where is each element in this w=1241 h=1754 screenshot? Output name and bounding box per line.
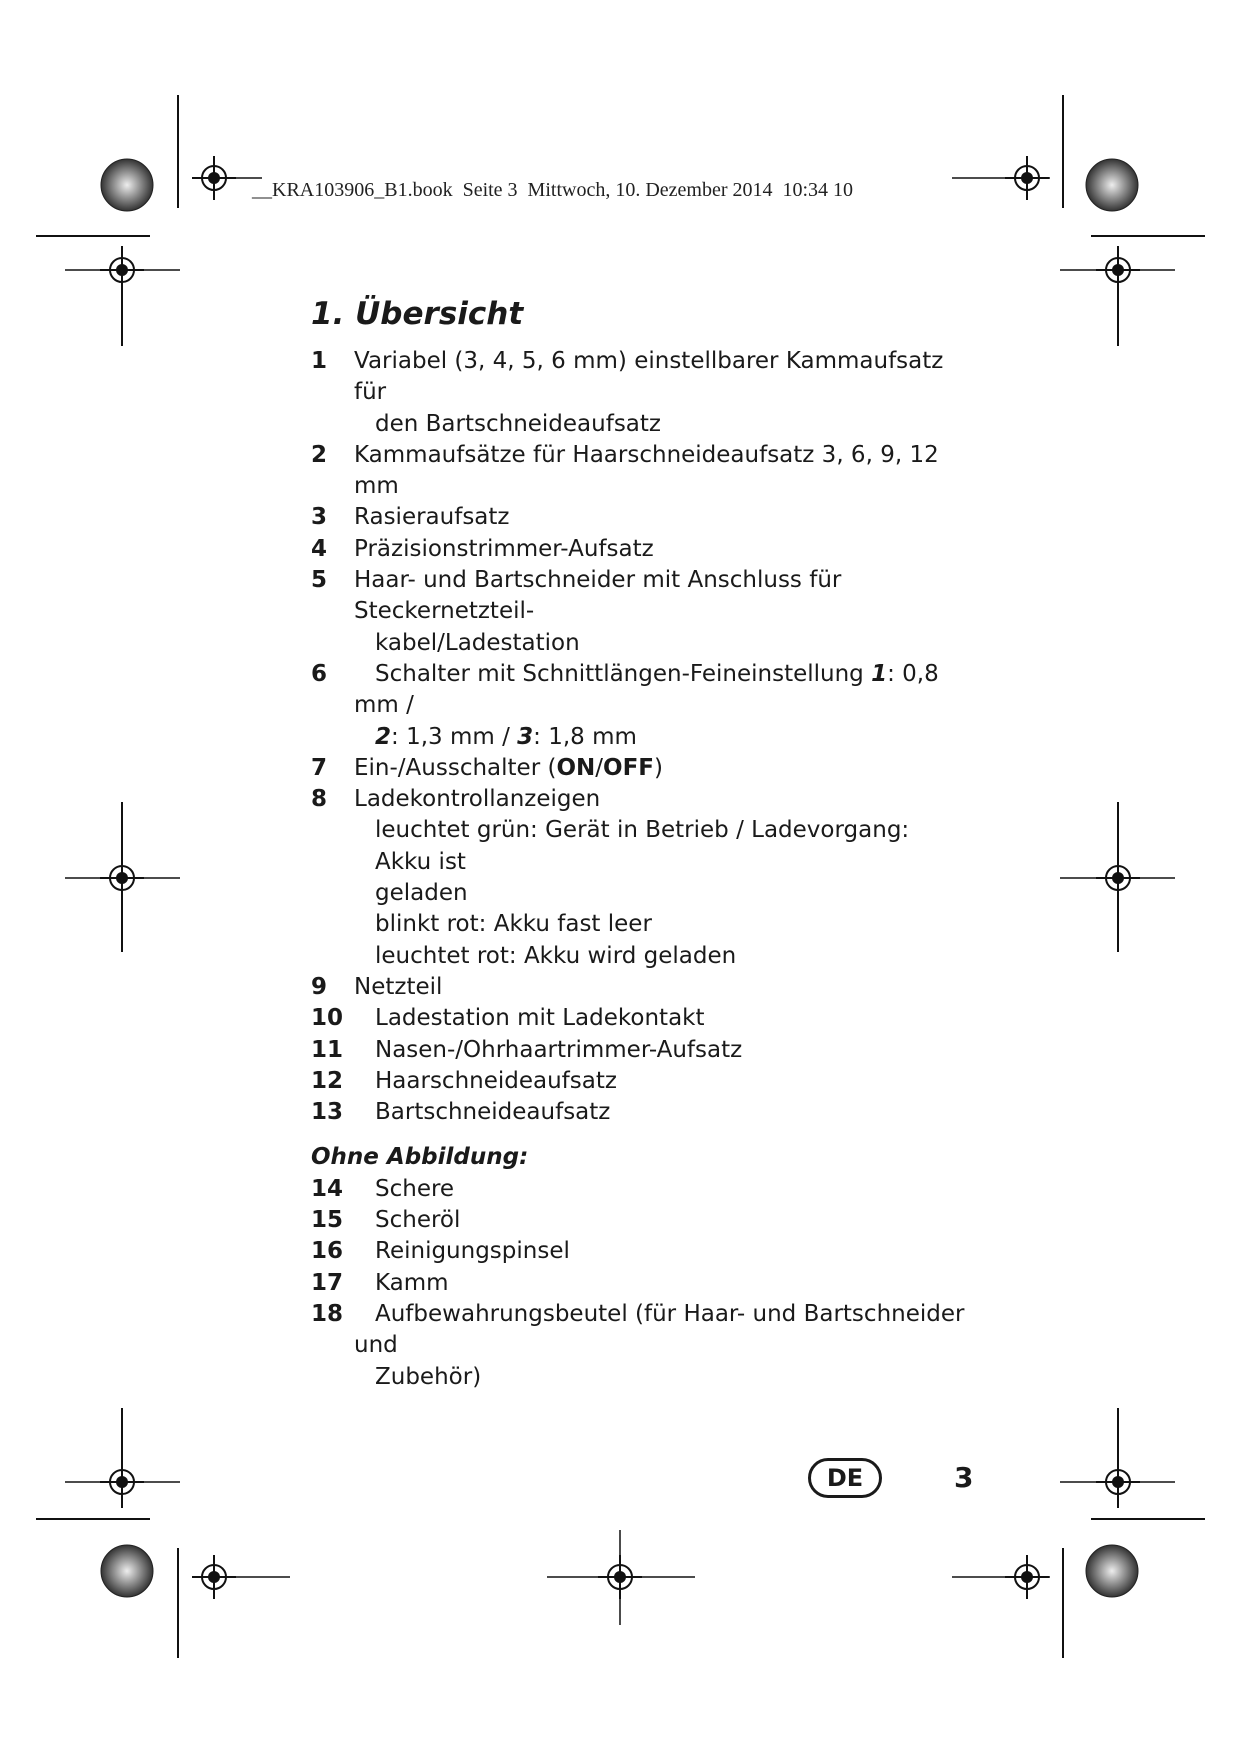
crosshair-icon <box>36 95 262 346</box>
crosshair-icon <box>547 1530 695 1625</box>
page-number: 3 <box>954 1461 974 1494</box>
list-item: 10 Ladestation mit Ladekontakt <box>311 1005 705 1032</box>
list-item: 4 Präzisionstrimmer-Aufsatz <box>311 535 654 562</box>
page-title: 1. Übersicht <box>311 296 524 332</box>
language-badge: DE <box>808 1458 882 1498</box>
list-item: 3 Rasieraufsatz <box>311 504 510 531</box>
list-item: 18 Aufbewahrungsbeutel (für Haar- und Bartschneider und Zubehör) <box>311 1300 965 1390</box>
list-item: 13 Bartschneideaufsatz <box>311 1099 611 1126</box>
section-heading: Ohne Abbildung: <box>311 1144 529 1171</box>
list-item: 14 Schere <box>311 1175 455 1202</box>
list-item: 2 Kammaufsätze für Haarschneideaufsatz 3, 6, 9, 12 mm <box>311 441 939 500</box>
overview-list <box>311 346 971 1393</box>
list-item: 6 Schalter mit Schnittlängen-Feineinstellung 1: 0,8 mm / 2: 1,3 mm / 3: 1,8 mm <box>311 660 939 750</box>
list-item: 9 Netzteil <box>311 973 443 1000</box>
crosshair-icon <box>952 1408 1205 1658</box>
crosshair-icon <box>36 1408 290 1658</box>
list-item: 12 Haarschneideaufsatz <box>311 1067 617 1094</box>
list-item: 1 Variabel (3, 4, 5, 6 mm) einstellbarer Kammaufsatz für den Bartschneideaufsatz <box>311 348 944 437</box>
list-item: 17 Kamm <box>311 1269 449 1296</box>
list-item: 15 Scheröl <box>311 1207 461 1234</box>
list-item: 8 Ladekontrollanzeigen leuchtet grün: Gerät in Betrieb / Ladevorgang: Akku ist geladen blinkt rot: Akku fast leer leuchtet rot: Akku wird geladen <box>311 786 910 969</box>
list-item: 11 Nasen-/Ohrhaartrimmer-Aufsatz <box>311 1036 743 1063</box>
crosshair-icon <box>952 95 1205 346</box>
list-item: 16 Reinigungspinsel <box>311 1238 570 1265</box>
list-item: 5 Haar- und Bartschneider mit Anschluss für Steckernetzteil- kabel/Ladestation <box>311 567 842 656</box>
book-header: __KRA103906_B1.book Seite 3 Mittwoch, 10. Dezember 2014 10:34 10 <box>252 179 854 201</box>
list-item: 7 Ein-/Ausschalter (ON/OFF) <box>311 754 663 781</box>
